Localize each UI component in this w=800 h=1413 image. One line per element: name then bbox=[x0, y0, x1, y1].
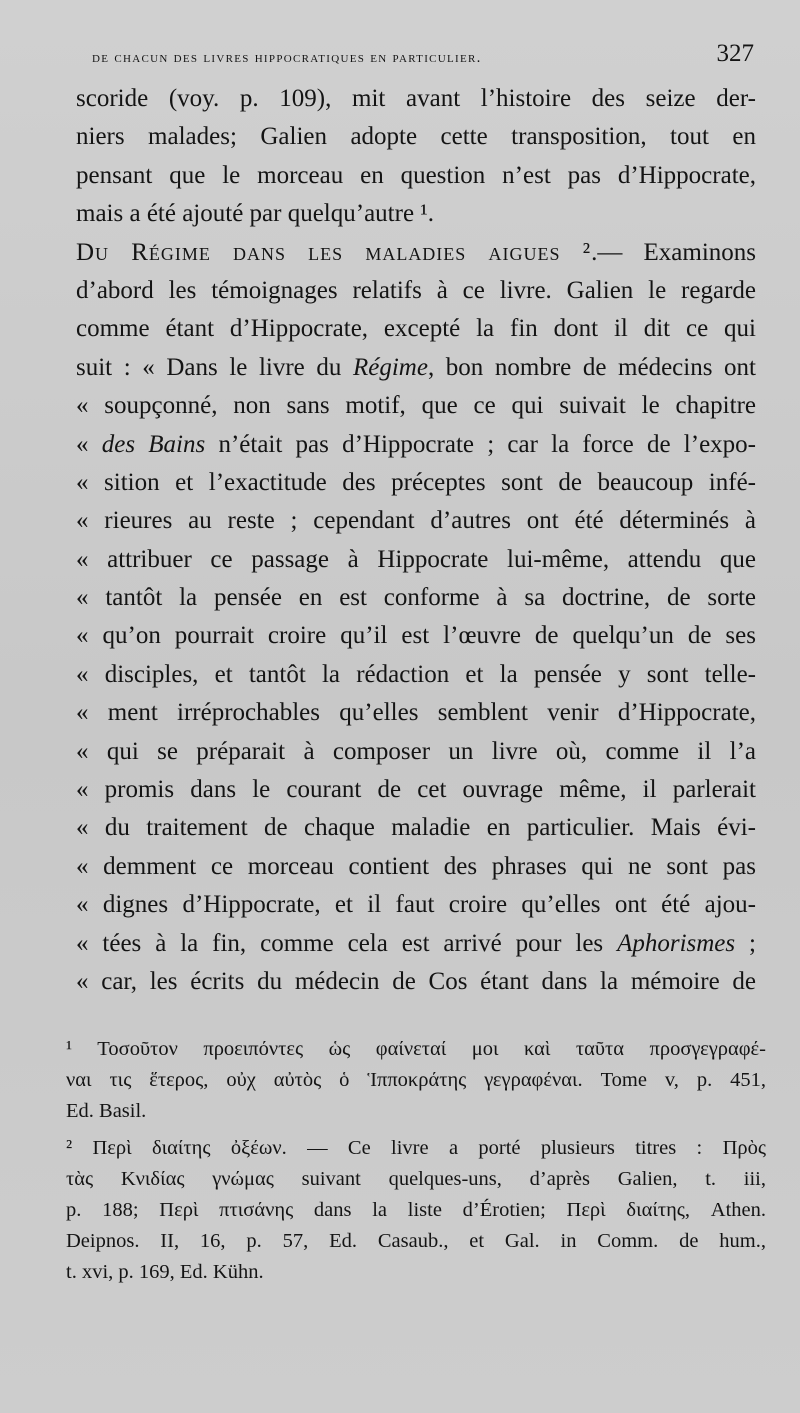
line-fragment: suit : « Dans le livre du bbox=[76, 353, 353, 381]
footnote-1-line: Ed. Basil. bbox=[66, 1100, 147, 1122]
body-line: « du traitement de chaque maladie en particulier. Mais évi- bbox=[76, 814, 756, 842]
body-line: « ment irréprochables qu’elles semblent venir d’Hippocrate, bbox=[76, 699, 756, 727]
footnote-1-line: ¹ Τοσοῦτον προειπόντες ὡς φαίνεταί μοι καὶ ταῦτα προσγεγραφέ- bbox=[66, 1038, 766, 1060]
footnote-2-line: τὰς Κνιδίας γνώμας suivant quelques-uns, d’après Galien, t. iii, bbox=[66, 1168, 766, 1190]
line-fragment: ; bbox=[735, 929, 756, 957]
italic-title: des Bains bbox=[101, 430, 206, 458]
line-fragment: « tées à la fin, comme cela est arrivé pour les bbox=[76, 929, 618, 957]
body-text bbox=[76, 80, 756, 1001]
body-line: « dignes d’Hippocrate, et il faut croire qu’elles ont été ajou- bbox=[76, 891, 756, 919]
body-line: « disciples, et tantôt la rédaction et la pensée y sont telle- bbox=[76, 660, 756, 688]
italic-title: Aphorismes bbox=[617, 929, 736, 957]
footnote-1-line: ναι τις ἕτερος, οὐχ αὐτὸς ὁ Ἱπποκράτης γεγραφέναι. Tome v, p. 451, bbox=[66, 1069, 766, 1091]
footnote-2-line: ² Περὶ διαίτης ὀξέων. — Ce livre a porté plusieurs titres : Πρὸς bbox=[66, 1137, 766, 1159]
body-line: « tantôt la pensée en est conforme à sa doctrine, de sorte bbox=[76, 584, 756, 612]
body-line: comme étant d’Hippocrate, excepté la fin dont il dit ce qui bbox=[76, 315, 756, 343]
body-line: « rieures au reste ; cependant d’autres ont été déterminés à bbox=[76, 507, 756, 535]
body-line: scoride (voy. p. 109), mit avant l’histoire des seize der- bbox=[76, 85, 756, 112]
footnote-2-line: Deipnos. II, 16, p. 57, Ed. Casaub., et Gal. in Comm. de hum., bbox=[66, 1230, 766, 1252]
italic-title: Régime bbox=[352, 353, 428, 381]
body-line: mais a été ajouté par quelqu’autre ¹. bbox=[76, 200, 435, 228]
body-line: « promis dans le courant de cet ouvrage même, il parlerait bbox=[76, 776, 756, 804]
line-fragment: n’était pas d’Hippocrate ; car la force de l’expo- bbox=[205, 430, 756, 458]
body-line bbox=[76, 426, 756, 464]
running-head-title: de chacun des livres hippocratiques en particulier. bbox=[92, 50, 482, 66]
body-line: « qu’on pourrait croire qu’il est l’œuvre de quelqu’un de ses bbox=[76, 622, 756, 650]
body-line: « demment ce morceau contient des phrases qui ne sont pas bbox=[76, 852, 756, 880]
body-line: « attribuer ce passage à Hippocrate lui-même, attendu que bbox=[76, 545, 756, 573]
footnote-2-line: p. 188; Περὶ πτισάνης dans la liste d’Érotien; Περὶ διαίτης, Athen. bbox=[66, 1199, 766, 1221]
page-number: 327 bbox=[716, 40, 754, 67]
body-line: « sition et l’exactitude des préceptes sont de beaucoup infé- bbox=[76, 468, 756, 496]
line-fragment: « bbox=[76, 430, 102, 458]
body-line: pensant que le morceau en question n’est pas d’Hippocrate, bbox=[76, 161, 756, 189]
body-line: d’abord les témoignages relatifs à ce livre. Galien le regarde bbox=[76, 276, 756, 304]
footnotes bbox=[66, 1034, 766, 1288]
heading-continuation: .— Examinons bbox=[591, 238, 756, 266]
section-heading: Du Régime dans les maladies aigues ² bbox=[76, 238, 592, 266]
body-line: « car, les écrits du médecin de Cos étant dans la mémoire de bbox=[76, 967, 756, 995]
body-line bbox=[76, 349, 756, 387]
body-line: « soupçonné, non sans motif, que ce qui suivait le chapitre bbox=[76, 392, 756, 420]
footnote-2-line: t. xvi, p. 169, Ed. Kühn. bbox=[66, 1261, 264, 1283]
line-fragment: , bon nombre de médecins ont bbox=[427, 353, 756, 381]
body-line: « qui se préparait à composer un livre où, comme il l’a bbox=[76, 737, 756, 765]
running-head bbox=[92, 40, 762, 70]
section-heading-line bbox=[76, 234, 756, 272]
body-line: niers malades; Galien adopte cette transposition, tout en bbox=[76, 123, 756, 151]
body-line bbox=[76, 925, 756, 963]
